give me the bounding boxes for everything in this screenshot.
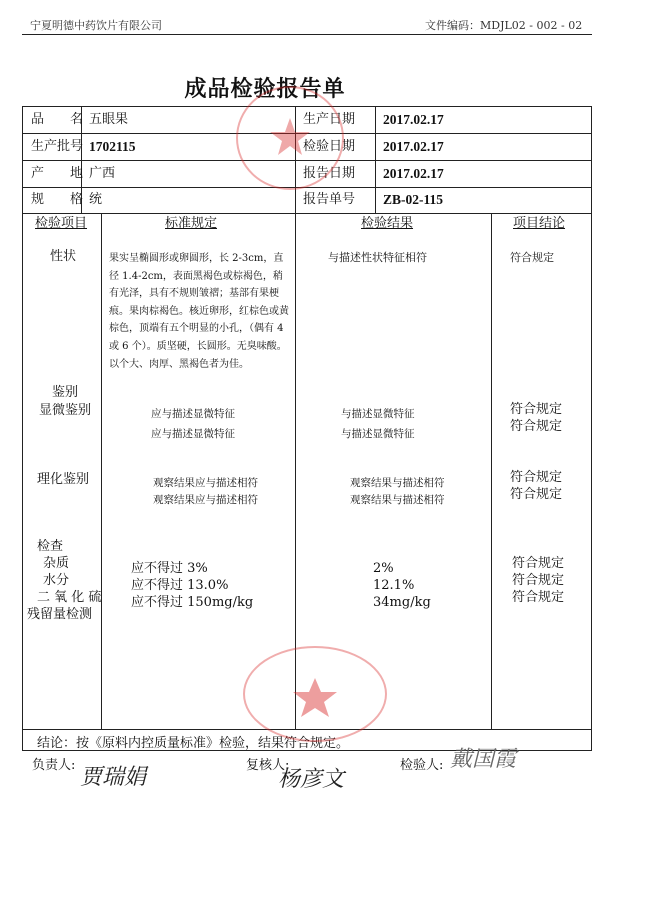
microscopic-item: 显微鉴别 (39, 403, 92, 418)
report-no-label: 报告单号 (303, 192, 356, 207)
properties-standard: 果实呈椭圆形或卵圆形，长 2-3cm，直径 1.4-2cm，表面黑褐色或棕褐色，稍有光泽，具有不规则皱褶；基部有果梗痕。果肉棕褐色。核近卵形，红棕色或黄棕色，顶端有五个明显的小孔，（偶有 4 或 6 个）。质坚硬，长圆形。无臭味酸。以个大、肉厚、黑褐色者为佳。 (109, 253, 289, 370)
inspection-item-so2: 二 氧 化 硫 (37, 590, 102, 605)
inspection-conclusion-2: 符合规定 (512, 573, 565, 588)
qc-special-stamp (243, 646, 387, 742)
inspector-signature: 戴国霞 (450, 747, 517, 772)
col-header-result: 检验结果 (361, 216, 414, 231)
inspection-item-head: 检查 (37, 539, 64, 554)
col-header-conclusion: 项目结论 (513, 216, 566, 231)
inspection-item-impurity: 杂质 (43, 556, 70, 571)
report-date-value: 2017.02.17 (383, 166, 444, 181)
micro-result-1: 与描述显微特征 (341, 408, 415, 420)
inspection-standard-3: 应不得过 150mg/kg (131, 595, 254, 610)
identification-item: 鉴别 (52, 385, 79, 400)
spec-value: 统 (89, 192, 103, 207)
conclusion-line: 结论：按《原料内控质量标准》检验，结果符合规定。 (37, 736, 350, 751)
name-value: 五眼果 (89, 112, 129, 127)
row-divider (23, 213, 591, 214)
inspection-conclusion-3: 符合规定 (512, 590, 565, 605)
physchem-result-1: 观察结果与描述相符 (350, 477, 445, 489)
micro-standard-1: 应与描述显微特征 (151, 408, 235, 420)
test-date-value: 2017.02.17 (383, 139, 444, 154)
prod-date-value: 2017.02.17 (383, 112, 444, 127)
responsible-signature: 贾瑞娟 (80, 765, 147, 790)
physchem-result-2: 观察结果与描述相符 (350, 494, 445, 506)
reviewer-signature: 杨彦文 (278, 767, 345, 792)
prod-date-label: 生产日期 (303, 112, 356, 127)
page-title: 成品检验报告单 (184, 76, 346, 102)
header-divider (22, 34, 592, 35)
document-number: 文件编码：MDJL02 - 002 - 02 (425, 19, 583, 32)
inspection-item-residue: 残留量检测 (27, 607, 93, 622)
col-divider (491, 213, 492, 729)
report-no-value: ZB-02-115 (383, 192, 444, 207)
physchem-item: 理化鉴别 (37, 472, 90, 487)
inspection-conclusion-1: 符合规定 (512, 556, 565, 571)
physchem-conclusion-1: 符合规定 (510, 470, 563, 485)
batch-value: 1702115 (89, 139, 136, 154)
physchem-standard-2: 观察结果应与描述相符 (153, 494, 258, 506)
origin-label: 产 地 (31, 166, 84, 181)
star-icon (245, 648, 385, 740)
micro-conclusion-2: 符合规定 (510, 419, 563, 434)
properties-item: 性状 (50, 249, 77, 264)
quality-dept-stamp (236, 86, 344, 190)
name-label: 品 名 (31, 112, 84, 127)
spec-label: 规 格 (31, 192, 84, 207)
inspector-label: 检验人: (400, 758, 444, 773)
inspection-result-3: 34mg/kg (373, 595, 431, 610)
inspection-standard-2: 应不得过 13.0% (131, 578, 229, 593)
origin-value: 广西 (89, 166, 116, 181)
physchem-standard-1: 观察结果应与描述相符 (153, 477, 258, 489)
properties-result: 与描述性状特征相符 (328, 251, 427, 264)
col-divider (101, 213, 102, 729)
col-header-item: 检验项目 (35, 216, 88, 231)
col-divider (375, 107, 376, 213)
star-icon (238, 88, 342, 188)
inspection-standard-1: 应不得过 3% (131, 561, 208, 576)
reviewer-label: 复核人: (246, 758, 290, 773)
test-date-label: 检验日期 (303, 139, 356, 154)
inspection-result-1: 2% (373, 561, 394, 576)
physchem-conclusion-2: 符合规定 (510, 487, 563, 502)
batch-label: 生产批号 (31, 139, 84, 154)
properties-conclusion: 符合规定 (510, 251, 554, 264)
inspection-item-moisture: 水分 (43, 573, 70, 588)
report-date-label: 报告日期 (303, 166, 356, 181)
micro-result-2: 与描述显微特征 (341, 428, 415, 440)
col-header-standard: 标准规定 (165, 216, 218, 231)
company-header: 宁夏明德中药饮片有限公司 (30, 19, 162, 32)
micro-standard-2: 应与描述显微特征 (151, 428, 235, 440)
responsible-label: 负责人: (32, 758, 76, 773)
micro-conclusion-1: 符合规定 (510, 402, 563, 417)
inspection-result-2: 12.1% (373, 578, 415, 593)
